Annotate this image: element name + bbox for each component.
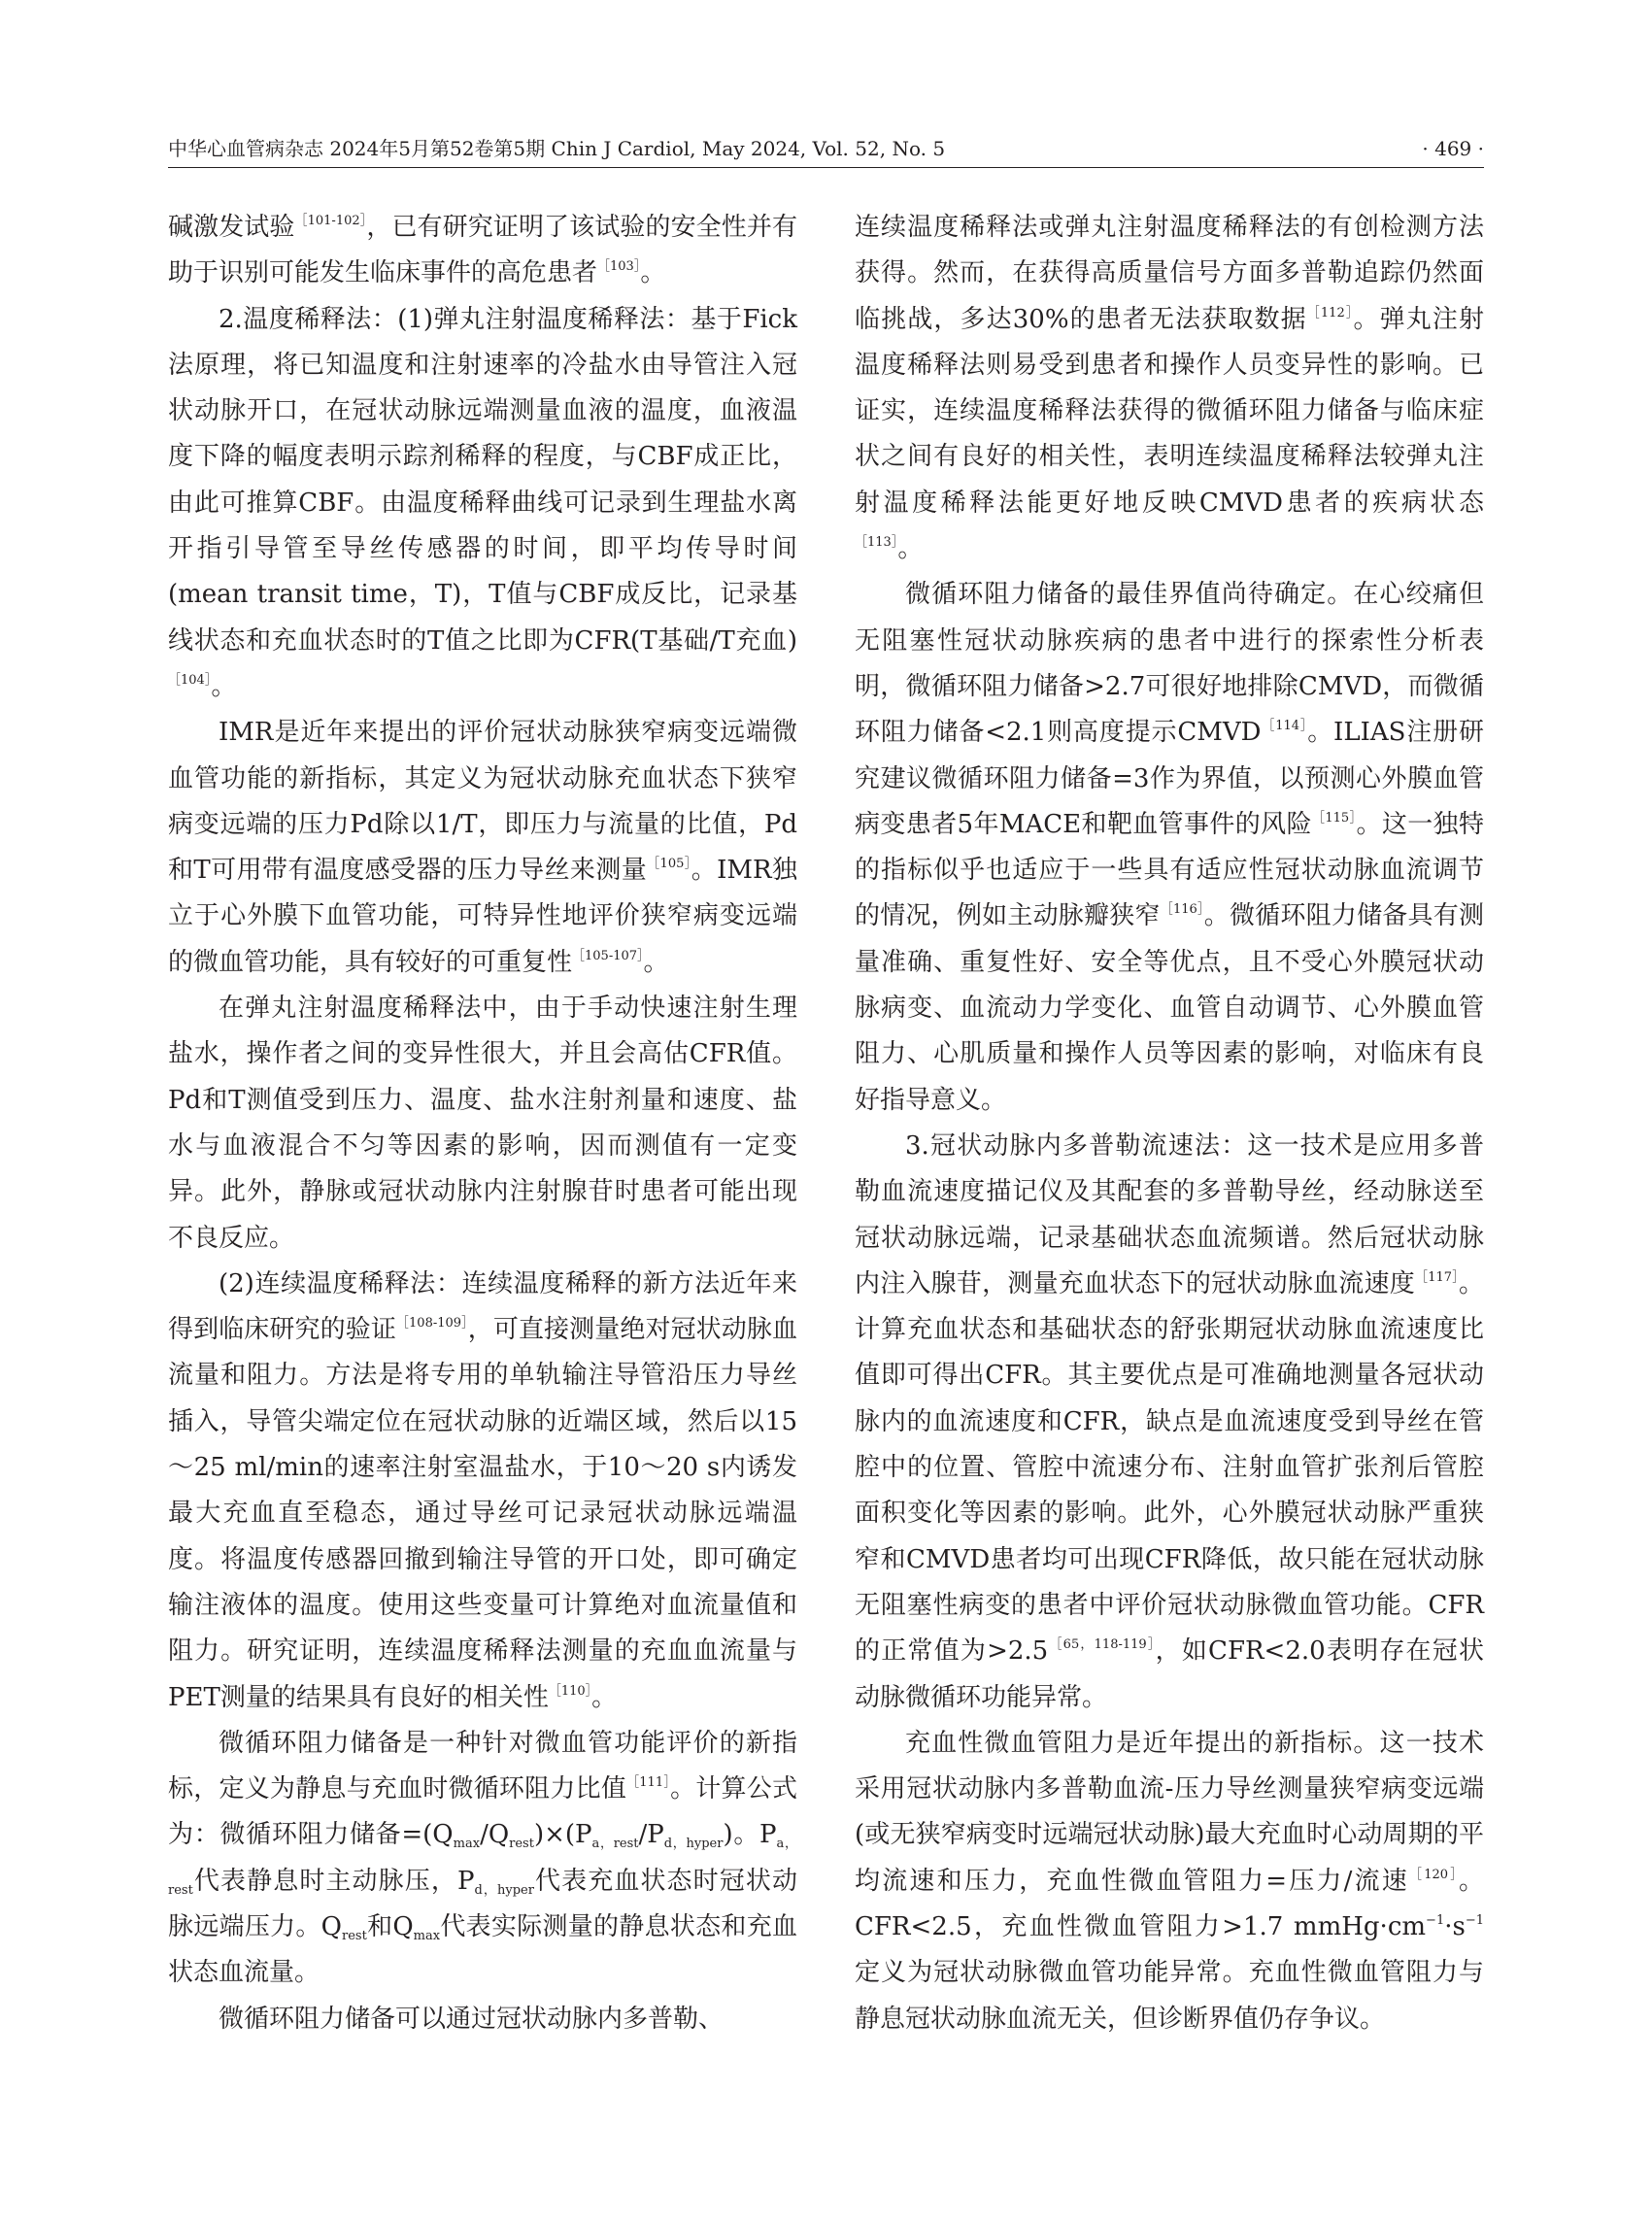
citation: ［120］ (1409, 1867, 1459, 1882)
citation: ［111］ (626, 1775, 671, 1791)
subscript: d，hyper (663, 1837, 724, 1852)
citation: ［117］ (1414, 1269, 1459, 1285)
left-column (168, 205, 797, 2042)
subscript: max (413, 1928, 441, 1943)
subscript: d，hyper (474, 1882, 534, 1898)
paragraph: (2)连续温度稀释法：连续温度稀释的新方法近年来得到临床研究的验证$^{[108‑109]}$，可直接测量绝对冠状动脉血流量和阻力。方法是将专用的单轨输注导管沿压力导丝插入，导管尖端定位在冠状动脉的近端区域，然后以15～25 ml/min的速率注射室温盐水，于10～20 s内诱发最大充血直至稳态，通过导丝可记录冠状动脉远端温度。将温度传感器回撤到输注导管的开口处，即可确定输注液体的温度。使用这些变量可计算绝对血流量值和阻力。研究证明，连续温度稀释法测量的充血血流量与PET测量的结果具有良好的相关性$^{[110]}$。 (168, 1268, 797, 1712)
citation: ［115］ (1311, 810, 1357, 826)
page-number: · 469 · (1422, 137, 1484, 160)
paragraph: 2.温度稀释法：(1)弹丸注射温度稀释法：基于Fick法原理，将已知温度和注射速率的冷盐水由导管注入冠状动脉开口，在冠状动脉远端测量血液的温度，血液温度下降的幅度表明示踪剂稀释的程度，与CBF成正比，由此可推算CBF。由温度稀释曲线可记录到生理盐水离开指引导管至导丝传感器的时间，即平均传导时间(mean transit time，T)，T值与CBF成反比，记录基线状态和充血状态时的T值之比即为CFR(T基础/T充血)$^{[104]}$。 (168, 304, 797, 701)
subscript: max (453, 1837, 481, 1852)
paragraph: 连续温度稀释法或弹丸注射温度稀释法的有创检测方法获得。然而，在获得高质量信号方面多普勒追踪仍然面临挑战，多达30%的患者无法获取数据$^{[112]}$。弹丸注射温度稀释法则易受到患者和操作人员变异性的影响。已证实，连续温度稀释法获得的微循环阻力储备与临床症状之间有良好的相关性，表明连续温度稀释法较弹丸注射温度稀释法能更好地反映CMVD患者的疾病状态$^{[113]}$。 (855, 213, 1484, 564)
citation: ［65，118‑119］ (1048, 1637, 1156, 1653)
paragraph: 3.冠状动脉内多普勒流速法：这一技术是应用多普勒血流速度描记仪及其配套的多普勒导丝，经动脉送至冠状动脉远端，记录基础状态血流频谱。然后冠状动脉内注入腺苷，测量充血状态下的冠状动脉血流速度$^{[117]}$。计算充血状态和基础状态的舒张期冠状动脉血流速度比值即可得出CFR。其主要优点是可准确地测量各冠状动脉内的血流速度和CFR，缺点是血流速度受到导丝在管腔中的位置、管腔中流速分布、注射血管扩张剂后管腔面积变化等因素的影响。此外，心外膜冠状动脉严重狭窄和CMVD患者均可出现CFR降低，故只能在冠状动脉无阻塞性病变的患者中评价冠状动脉微血管功能。CFR的正常值为>2.5$^{[65,118‑119]}$，如CFR<2.0表明存在冠状动脉微循环功能异常。 (855, 1130, 1484, 1712)
paragraph: 碱激发试验$^{[101‑102]}$，已有研究证明了该试验的安全性并有助于识别可能发生临床事件的高危患者$^{[103]}$。 (168, 213, 797, 288)
subscript: a，rest (168, 1837, 797, 1898)
citation: ［103］ (597, 259, 641, 275)
running-header (168, 134, 1484, 163)
citation: ［104］ (168, 672, 212, 688)
citation: ［112］ (1306, 305, 1354, 320)
right-column (855, 205, 1484, 2042)
paragraph: IMR是近年来提出的评价冠状动脉狭窄病变远端微血管功能的新指标，其定义为冠状动脉充血状态下狭窄病变远端的压力Pd除以1/T，即压力与流量的比值，Pd和T可用带有温度感受器的压力导丝来测量$^{[105]}$。IMR独立于心外膜下血管功能，可特异性地评价狭窄病变远端的微血管功能，具有较好的可重复性$^{[105‑107]}$。 (168, 718, 797, 977)
subscript: rest (341, 1928, 367, 1943)
citation: ［105‑107］ (572, 948, 644, 963)
citation: ［114］ (1261, 719, 1308, 734)
citation: ［108‑109］ (395, 1316, 468, 1332)
citation: ［113］ (855, 535, 898, 551)
citation: ［110］ (548, 1683, 592, 1699)
paragraph: 充血性微血管阻力是近年提出的新指标。这一技术采用冠状动脉内多普勒血流‑压力导丝测量狭窄病变远端(或无狭窄病变时远端冠状动脉)最大充血时心动周期的平均流速和压力，充血性微血管阻力=压力/流速$^{[120]}$。CFR<2.5，充血性微血管阻力>1.7 mmHg·cm$^{-1}$·s$^{-1}$定义为冠状动脉微血管功能异常。充血性微血管阻力与静息冠状动脉血流无关，但诊断界值仍存争议。 (855, 1728, 1484, 2034)
paragraph: 在弹丸注射温度稀释法中，由于手动快速注射生理盐水，操作者之间的变异性很大，并且会高估CFR值。Pd和T测值受到压力、温度、盐水注射剂量和速度、盐水与血液混合不匀等因素的影响，因而测值有一定变异。此外，静脉或冠状动脉内注射腺苷时患者可能出现不良反应。 (168, 994, 797, 1253)
header-rule (168, 167, 1484, 168)
paragraph: 微循环阻力储备可以通过冠状动脉内多普勒、 (219, 2004, 725, 2034)
citation: ［101‑102］ (294, 214, 367, 228)
citation: ［116］ (1160, 902, 1204, 918)
journal-citation: 中华心血管病杂志 2024年5月第52卷第5期 Chin J Cardiol, May 2024, Vol. 52, No. 5 (168, 137, 946, 160)
superscript: −1 (1426, 1912, 1445, 1928)
subscript: a，rest (591, 1837, 639, 1852)
paragraph: 微循环阻力储备是一种针对微血管功能评价的新指标，定义为静息与充血时微循环阻力比值$^{[111]}$。计算公式为：微循环阻力储备$=(Q_{max}/Q_{rest})\times(P_{a,rest}/P_{d,hyper})$。$P_{a,rest}$代表静息时主动脉压，$P_{d,hyper}$代表充血状态时冠状动脉远端压力。$Q_{rest}$和$Q_{max}$代表实际测量的静息状态和充血状态血流量。 (168, 1728, 797, 1988)
superscript: −1 (1465, 1912, 1484, 1928)
citation: ［105］ (647, 857, 691, 872)
subscript: rest (509, 1837, 534, 1852)
paragraph: 微循环阻力储备的最佳界值尚待确定。在心绞痛但无阻塞性冠状动脉疾病的患者中进行的探索性分析表明，微循环阻力储备>2.7可很好地排除CMVD，而微循环阻力储备<2.1则高度提示CMVD$^{[114]}$。ILIAS注册研究建议微循环阻力储备=3作为界值，以预测心外膜血管病变患者5年MACE和靶血管事件的风险$^{[115]}$。这一独特的指标似乎也适应于一些具有适应性冠状动脉血流调节的情况，例如主动脉瓣狭窄$^{[116]}$。微循环阻力储备具有测量准确、重复性好、安全等优点，且不受心外膜冠状动脉病变、血流动力学变化、血管自动调节、心外膜血管阻力、心肌质量和操作人员等因素的影响，对临床有良好指导意义。 (855, 580, 1484, 1115)
